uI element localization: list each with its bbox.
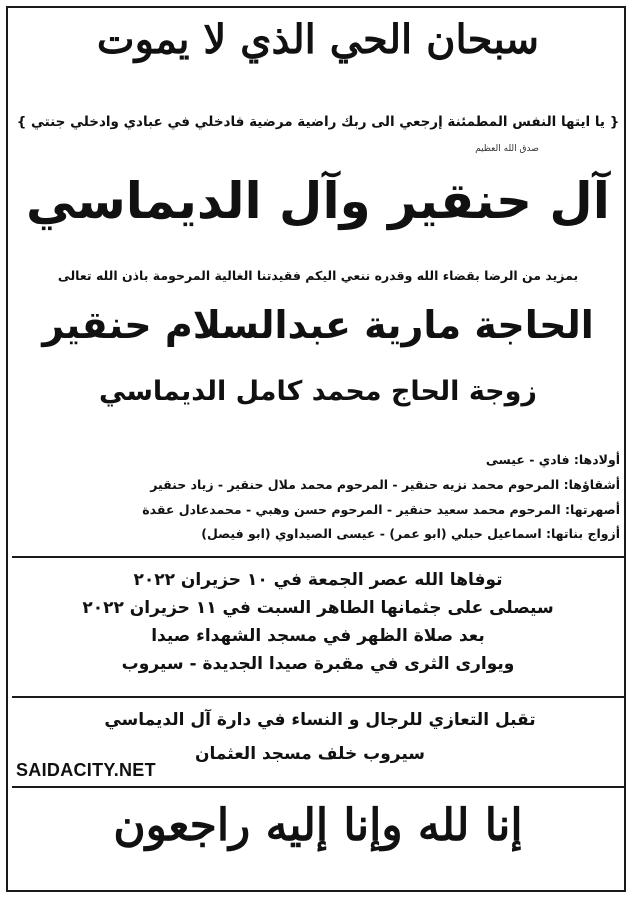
- announcement-line: ويوارى الثرى في مقبرة صيدا الجديدة - سيروب: [121, 654, 515, 674]
- divider: [12, 556, 624, 558]
- divider: [12, 786, 624, 788]
- intro-text: بمزيد من الرضا بقضاء الله وقدره ننعي اليكم فقيدتنا الغالية المرحومة باذن الله تعالى: [57, 268, 579, 283]
- announcement-line: سيصلى على جثمانها الطاهر السبت في ١١ حزيران ٢٠٢٢: [82, 598, 554, 618]
- announcement-line: بعد صلاة الظهر في مسجد الشهداء صيدا: [151, 626, 485, 646]
- top-calligraphy: سبحان الحي الذي لا يموت: [96, 16, 540, 63]
- family-name-heading: آل حنقير وآل الديماسي: [26, 172, 610, 230]
- relatives-in-laws: أصهرتها: المرحوم محمد سعيد حنقير - المرحوم حسن وهبي - محمدعادل عقدة: [142, 502, 620, 517]
- husband-line: زوجة الحاج محمد كامل الديماسي: [99, 376, 537, 407]
- announcement-line: توفاها الله عصر الجمعة في ١٠ حزيران ٢٠٢٢: [133, 570, 503, 590]
- relatives-daughters-husbands: أزواج بناتها: اسماعيل حبلي (ابو عمر) - عيسى الصيداوي (ابو فيصل): [201, 526, 620, 541]
- condolence-line: تقبل التعازي للرجال و النساء في دارة آل الديماسي: [104, 710, 536, 730]
- relatives-brothers: أشقاؤها: المرحوم محمد نزيه حنقير - المرحوم محمد ملال حنقير - زياد حنقير: [150, 477, 620, 492]
- relatives-children: أولادها: فادي - عيسى: [485, 452, 620, 467]
- bottom-calligraphy: إنا لله وإنا إليه راجعون: [113, 800, 523, 851]
- divider: [12, 696, 624, 698]
- condolence-line: سيروب خلف مسجد العثمان: [194, 744, 425, 764]
- verse-attribution: صدق الله العظيم: [475, 144, 539, 154]
- quran-verse: { يا ايتها النفس المطمئنة إرجعي الى ربك راضية مرضية فادخلي في عبادي وادخلي جنتي }: [16, 114, 620, 130]
- site-watermark: SAIDACITY.NET: [16, 760, 156, 780]
- deceased-name: الحاجة مارية عبدالسلام حنقير: [42, 303, 594, 347]
